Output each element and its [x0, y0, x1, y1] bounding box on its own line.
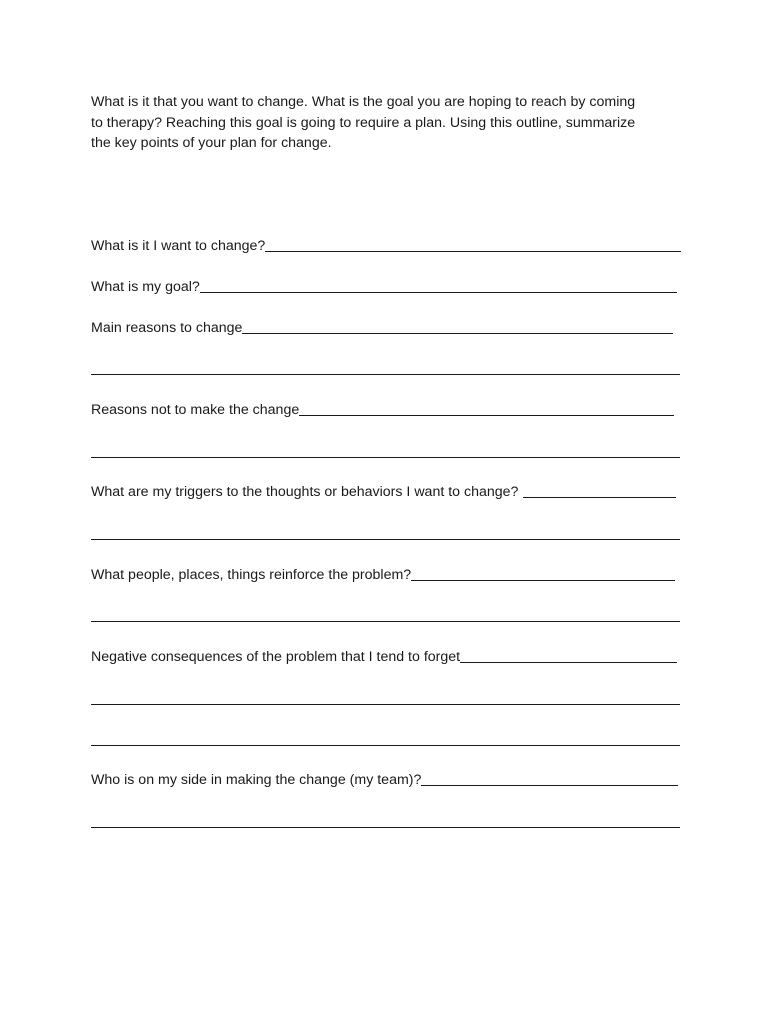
answer-field[interactable]: [421, 785, 678, 786]
answer-field[interactable]: [411, 580, 675, 581]
question-label: What people, places, things reinforce the problem?: [91, 567, 412, 583]
answer-line[interactable]: [91, 621, 680, 622]
answer-field[interactable]: [265, 251, 681, 252]
answer-line[interactable]: [91, 704, 680, 705]
question-label: What are my triggers to the thoughts or behaviors I want to change?: [91, 484, 519, 500]
answer-line[interactable]: [91, 827, 680, 828]
answer-field[interactable]: [242, 333, 673, 334]
question-want-to-change: [91, 237, 681, 255]
instructions-line-2: to therapy? Reaching this goal is going to require a plan. Using this outline, summarize: [91, 114, 636, 131]
answer-field[interactable]: [299, 415, 674, 416]
question-triggers: [91, 483, 676, 501]
answer-field[interactable]: [523, 497, 676, 498]
instructions-line-1: What is it that you want to change. What is the goal you are hoping to reach by coming: [91, 94, 636, 110]
answer-line[interactable]: [91, 374, 680, 375]
question-label: What is it I want to change?: [91, 238, 266, 254]
answer-line[interactable]: [91, 745, 680, 746]
question-label: What is my goal?: [91, 279, 200, 295]
question-label: Main reasons to change: [91, 320, 243, 336]
question-support-team: [91, 771, 678, 789]
question-goal: [91, 278, 677, 296]
answer-field[interactable]: [460, 662, 677, 663]
question-reinforcers: [91, 566, 675, 584]
answer-line[interactable]: [91, 539, 680, 540]
answer-field[interactable]: [200, 292, 677, 293]
question-label: Who is on my side in making the change (my team)?: [91, 772, 422, 788]
instructions-line-3: the key points of your plan for change.: [91, 135, 332, 151]
question-reasons-not-to-change: [91, 401, 674, 419]
question-negative-consequences: [91, 648, 677, 666]
instructions-paragraph: [91, 92, 691, 154]
question-reasons-to-change: [91, 319, 673, 337]
question-label: Negative consequences of the problem that I tend to forget: [91, 649, 461, 665]
answer-line[interactable]: [91, 457, 680, 458]
question-label: Reasons not to make the change: [91, 402, 300, 418]
